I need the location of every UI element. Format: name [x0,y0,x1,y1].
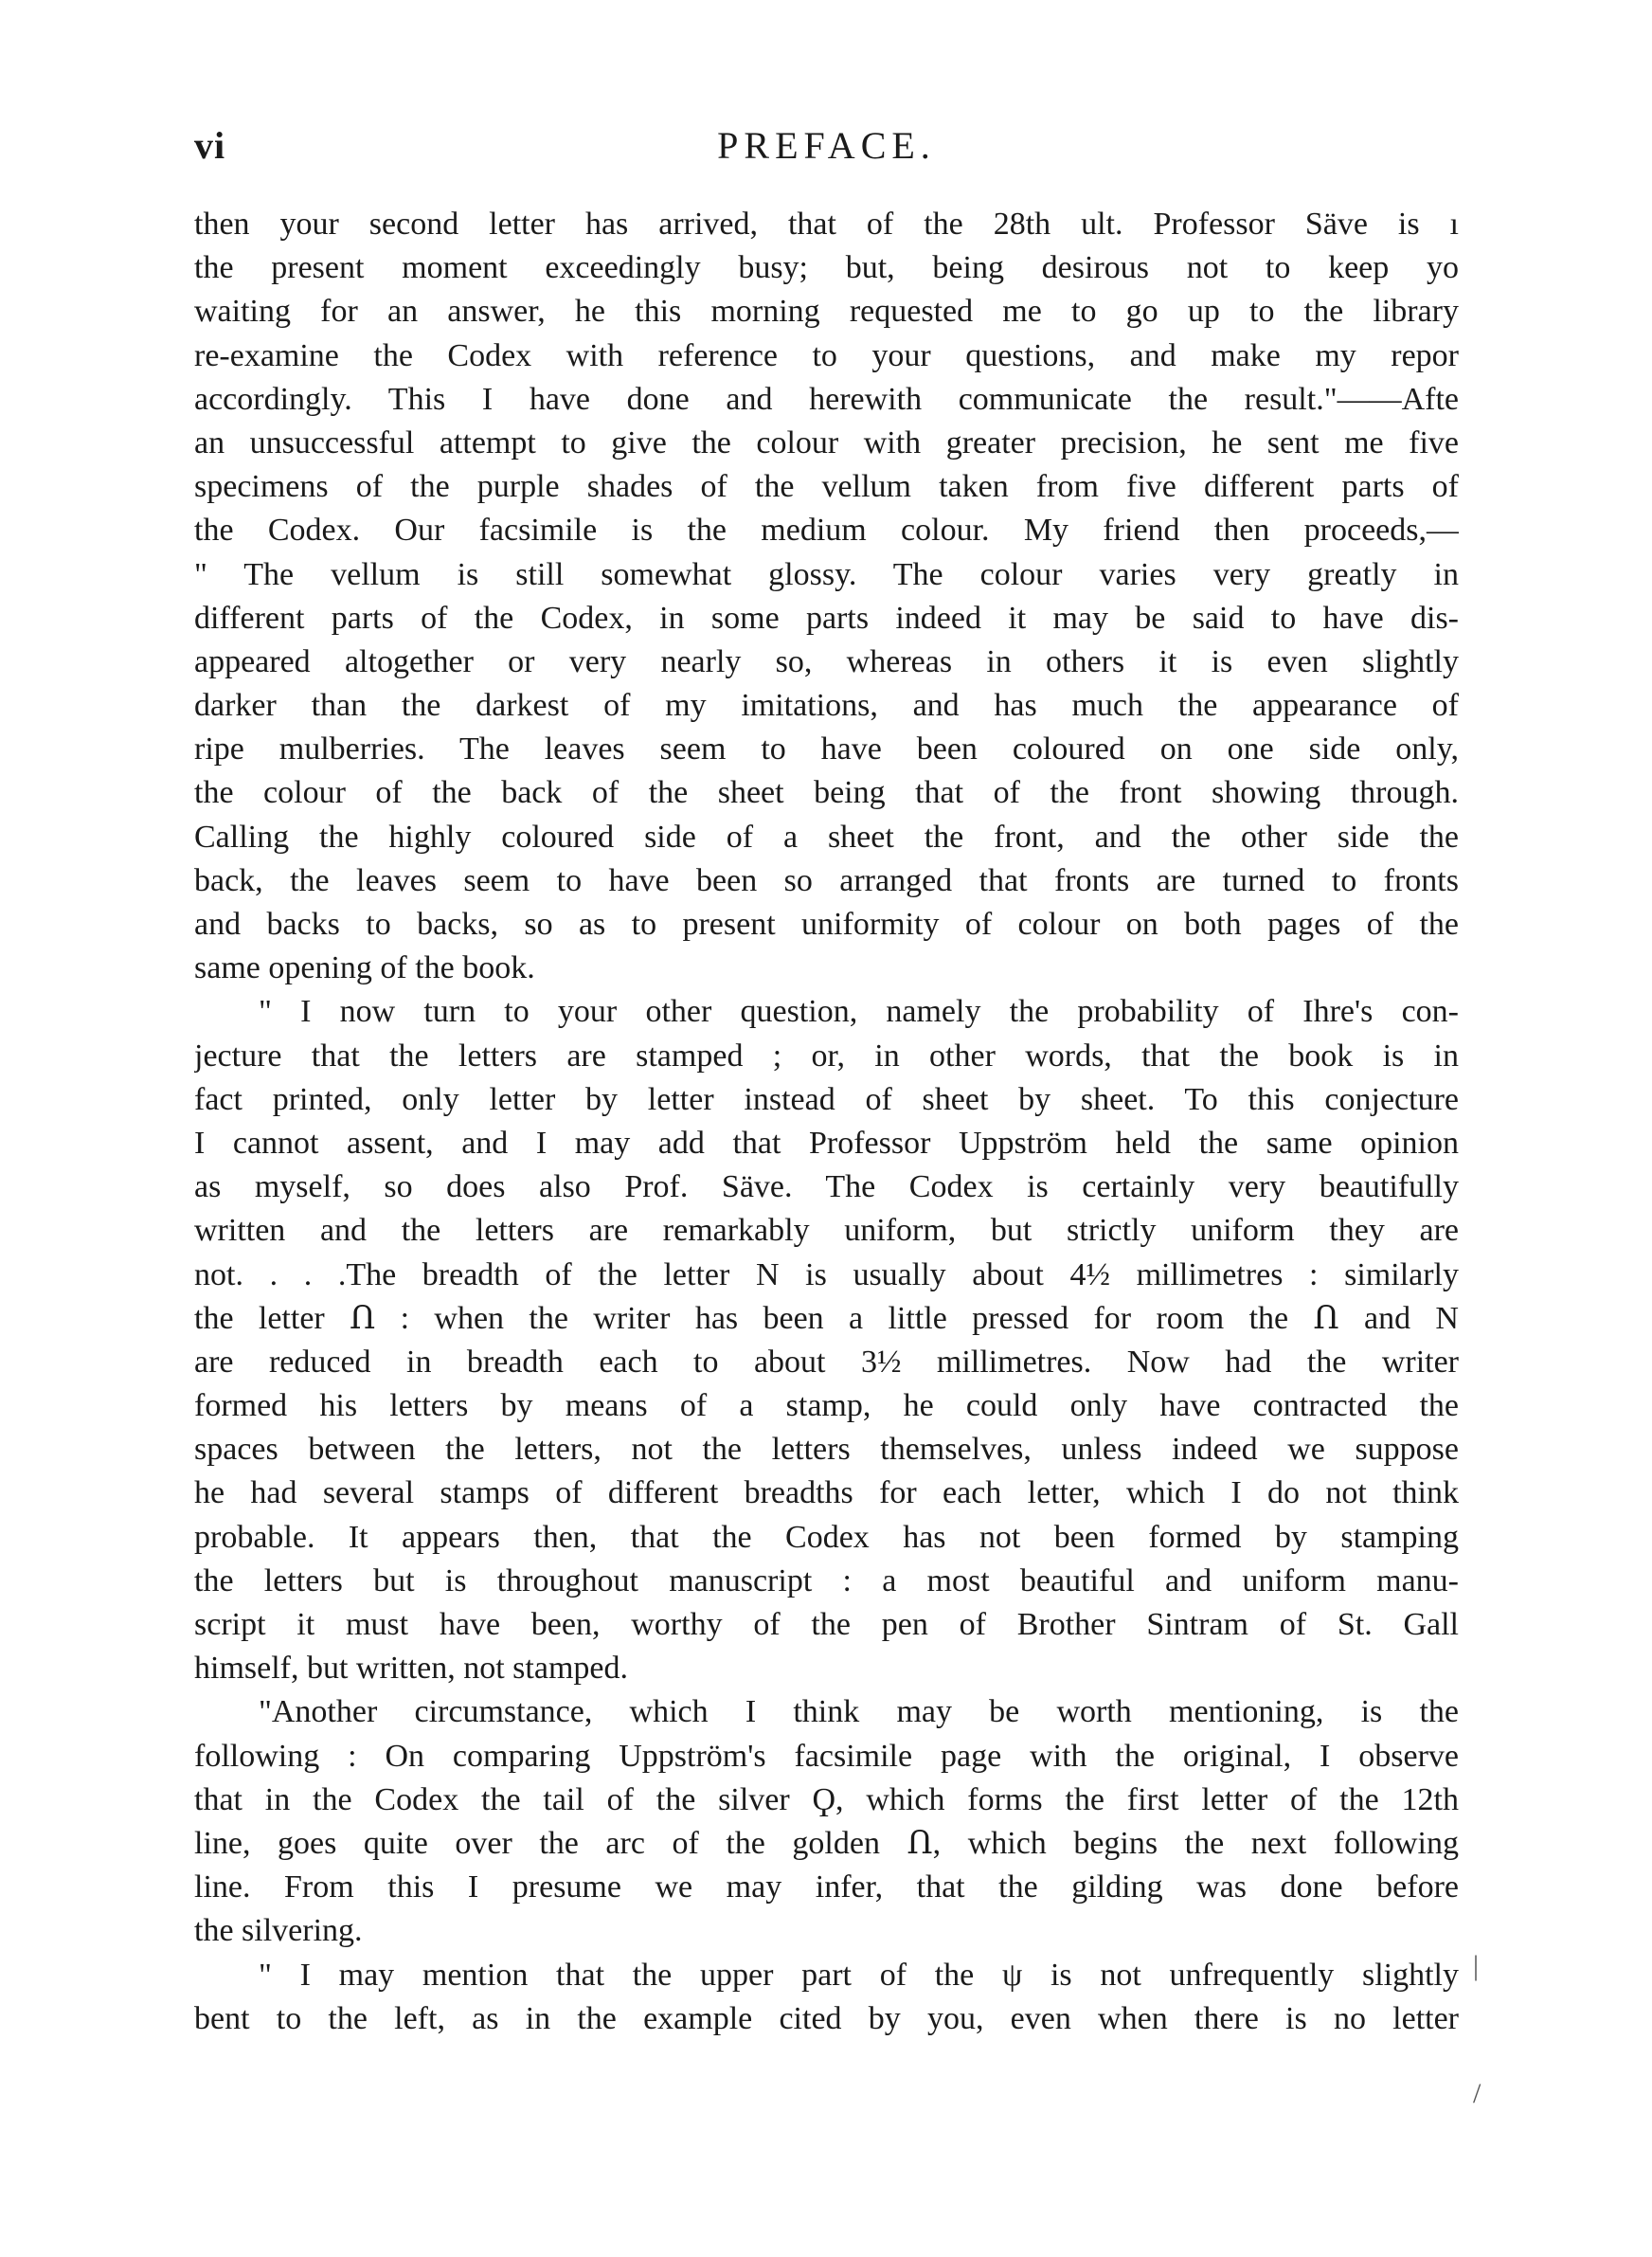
text-line: following : On comparing Uppström's facsimile page with the original, I observe [194,1738,1459,1774]
text-line: bent to the left, as in the example cited by you, even when there is no letter [194,2000,1459,2036]
text-line: I cannot assent, and I may add that Professor Uppström held the same opinion [194,1125,1459,1161]
running-head [194,123,1459,180]
text-line: waiting for an answer, he this morning requested me to go up to the library [194,294,1459,330]
running-title: PREFACE. [717,124,936,167]
text-line: line. From this I presume we may infer, that the gilding was done before [194,1869,1459,1905]
text-line: re-examine the Codex with reference to your questions, and make my repor [194,337,1459,373]
text-line: probable. It appears then, that the Codex has not been formed by stamping [194,1519,1459,1555]
text-line: the colour of the back of the sheet being that of the front showing through. [194,775,1459,811]
text-line: the Codex. Our facsimile is the medium colour. My friend then proceeds,— [194,513,1459,549]
text-line: line, goes quite over the arc of the golden Ո, which begins the next following [194,1825,1459,1861]
text-line: himself, but written, not stamped. [194,1651,628,1687]
text-line: jecture that the letters are stamped ; or, in other words, that the book is in [194,1038,1459,1074]
margin-mark: | [1473,1950,1480,1981]
text-line: same opening of the book. [194,950,535,986]
text-line: an unsuccessful attempt to give the colour with greater precision, he sent me five [194,424,1459,460]
text-line: back, the leaves seem to have been so arranged that fronts are turned to fronts [194,862,1459,898]
text-line: accordingly. This I have done and herewith communicate the result."——Afte [194,381,1459,417]
text-line: " I may mention that the upper part of the ψ is not unfrequently slightly [259,1957,1459,1993]
text-line: the silvering. [194,1913,363,1949]
page-number: vi [194,124,226,167]
text-line: specimens of the purple shades of the vellum taken from five different parts of [194,469,1459,505]
text-line: he had several stamps of different breadths for each letter, which I do not think [194,1475,1459,1511]
text-line: fact printed, only letter by letter instead of sheet by sheet. To this conjecture [194,1081,1459,1117]
text-line: the present moment exceedingly busy; but, being desirous not to keep yo [194,250,1459,286]
margin-mark: / [1473,2078,1481,2109]
text-line: darker than the darkest of my imitations, and has much the appearance of [194,688,1459,724]
paragraph [194,203,1459,990]
text-line: "Another circumstance, which I think may be worth mentioning, is the [259,1694,1459,1730]
text-line: different parts of the Codex, in some parts indeed it may be said to have dis- [194,600,1459,636]
text-line: " The vellum is still somewhat glossy. The colour varies very greatly in [194,556,1459,592]
text-line: not. . . .The breadth of the letter N is usually about 4½ millimetres : similarly [194,1256,1459,1292]
text-line: spaces between the letters, not the letters themselves, unless indeed we suppose [194,1432,1459,1468]
text-line: then your second letter has arrived, that of the 28th ult. Professor Säve is ı [194,207,1459,242]
text-line: Calling the highly coloured side of a sheet the front, and the other side the [194,819,1459,855]
text-line: script it must have been, worthy of the pen of Brother Sintram of St. Gall [194,1607,1459,1642]
paragraph [194,1954,1459,2041]
text-line: written and the letters are remarkably uniform, but strictly uniform they are [194,1213,1459,1249]
body-text [194,203,1459,2041]
paragraph [194,990,1459,1690]
text-line: appeared altogether or very nearly so, whereas in others it is even slightly [194,643,1459,679]
paragraph [194,1690,1459,1953]
text-line: ripe mulberries. The leaves seem to have been coloured on one side only, [194,731,1459,767]
text-line: that in the Codex the tail of the silver Ϙ, which forms the first letter of the 12th [194,1781,1459,1817]
text-line: the letters but is throughout manuscript : a most beautiful and uniform manu- [194,1562,1459,1598]
text-line: the letter Ո : when the writer has been a little pressed for room the Ո and N [194,1300,1459,1336]
text-line: are reduced in breadth each to about 3½ millimetres. Now had the writer [194,1344,1459,1380]
text-line: formed his letters by means of a stamp, he could only have contracted the [194,1388,1459,1424]
text-line: as myself, so does also Prof. Säve. The Codex is certainly very beautifully [194,1169,1459,1205]
text-line: " I now turn to your other question, namely the probability of Ihre's con- [259,994,1459,1030]
text-line: and backs to backs, so as to present uniformity of colour on both pages of the [194,907,1459,942]
